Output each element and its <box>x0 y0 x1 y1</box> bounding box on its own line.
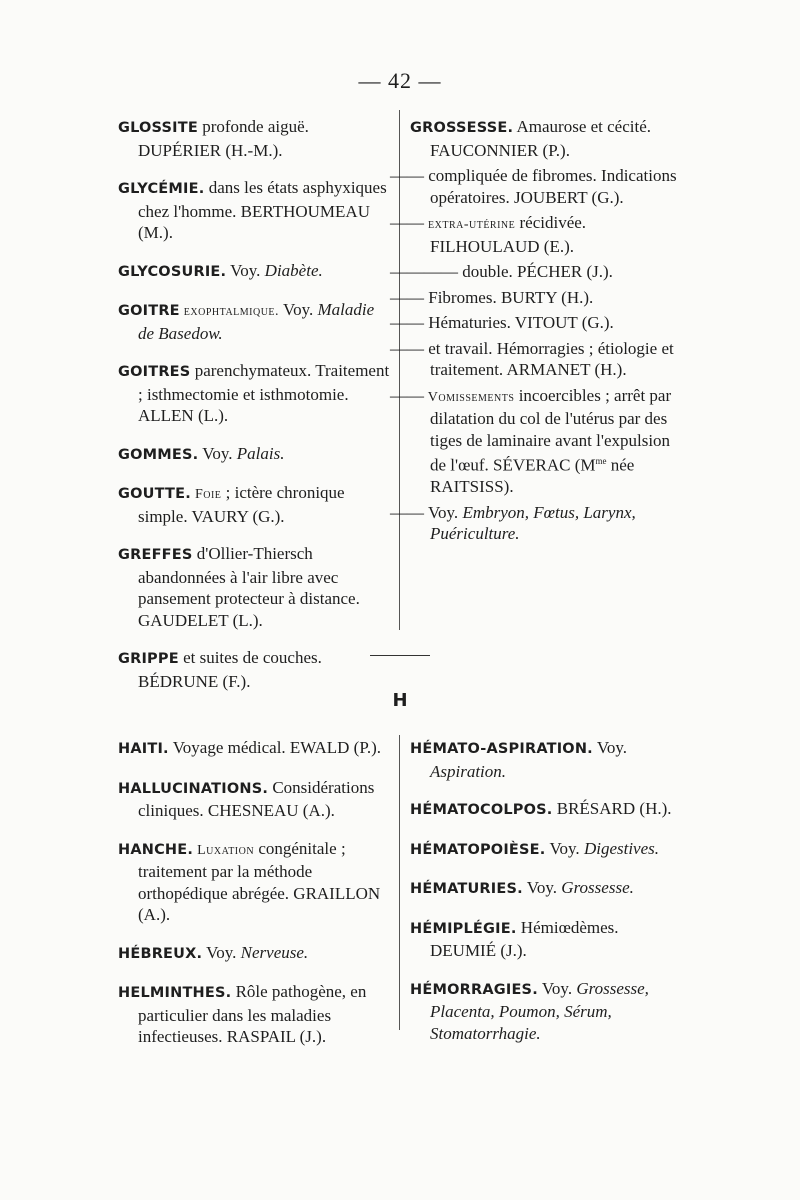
index-entry <box>118 777 390 822</box>
entry-text: Considérations cliniques. CHESNEAU (A.). <box>138 777 375 820</box>
entry-text: parenchymateux. Traitement ; isthmectomie et isthmotomie. ALLEN (L.). <box>138 361 390 425</box>
entry-dash: —— <box>390 502 424 522</box>
entry-text: Amaurose et cécité. FAUCONNIER (P.). <box>430 117 652 160</box>
index-entry <box>118 260 390 284</box>
section-rule <box>370 655 430 656</box>
index-entry <box>118 942 390 966</box>
entry-heading: GRIPPE <box>118 651 179 667</box>
entry-text: Voy. <box>522 878 562 897</box>
entry-text: Voy. <box>226 260 265 280</box>
entry-text: Hémiœdèmes. DEUMIÉ (J.). <box>430 917 619 960</box>
entry-dash: ———— <box>390 262 458 281</box>
entry-heading: GOITRE <box>118 303 180 319</box>
entry-crossref: Aspiration. <box>430 761 507 781</box>
entry-text: Voy. <box>198 443 237 463</box>
entry-crossref: Embryon, Fœtus, Larynx, Puériculture. <box>430 502 636 544</box>
entry-text: Rôle pathogène, en particulier dans les maladies infectieuses. RASPAIL (J.). <box>138 982 367 1046</box>
entry-subheading: Luxation <box>193 842 255 858</box>
entry-subheading: exophtalmique. <box>179 304 280 319</box>
entry-heading: GLYCÉMIE. <box>118 181 205 197</box>
index-entry <box>390 287 680 309</box>
entry-text: BRÉSARD (H.). <box>552 799 672 818</box>
entry-subheading: extra-utérine <box>424 217 516 232</box>
entry-text: et suites de couches. BÉDRUNE (F.). <box>138 648 322 691</box>
index-entry <box>390 165 680 208</box>
index-entry <box>118 116 390 161</box>
entry-dash: —— <box>390 338 424 358</box>
entry-heading: HÉBREUX. <box>118 945 203 962</box>
entry-crossref: Digestives. <box>583 838 660 858</box>
entry-text: double. PÉCHER (J.). <box>458 262 613 281</box>
right-bottom-column <box>410 737 682 1060</box>
entry-dash: —— <box>390 213 424 232</box>
entry-text: Voy. <box>537 978 577 998</box>
entry-heading: GOUTTE. <box>118 486 191 502</box>
entry-text: incoercibles ; arrêt par dilatation du col de l'utérus par des tiges de laminaire avant l'expulsion de l'œuf. SÉVERAC (M <box>430 385 672 475</box>
entry-dash: —— <box>390 385 424 405</box>
entry-heading: GOMMES. <box>118 446 199 463</box>
page-number: — 42 — <box>358 68 442 93</box>
entry-crossref: Grossesse. <box>561 878 634 897</box>
index-entry <box>390 385 680 498</box>
entry-text: Voy. <box>592 738 628 757</box>
entry-text: Voy. <box>545 838 584 858</box>
index-entry <box>118 981 390 1048</box>
column-divider <box>399 735 400 1030</box>
index-entry <box>390 338 680 381</box>
entry-heading: GREFFES <box>118 547 193 563</box>
index-entry <box>118 443 390 467</box>
index-entry <box>118 482 390 527</box>
entry-text: ; ictère chronique simple. VAURY (G.). <box>138 483 345 526</box>
index-entry <box>118 737 390 761</box>
entry-subheading: Foie <box>190 487 222 502</box>
index-entry <box>390 261 680 283</box>
right-top-column <box>390 116 680 561</box>
index-entry <box>390 502 680 545</box>
index-entry <box>410 116 680 161</box>
entry-text: d'Ollier-Thiersch abandonnées à l'air libre avec pansement protecteur à distance. GAUDELET (L.). <box>138 544 360 630</box>
index-entry <box>410 798 682 822</box>
entry-text: compliquée de fibromes. Indications opératoires. JOUBERT (G.). <box>424 166 677 207</box>
entry-text: née RAITSISS). <box>430 455 635 497</box>
entry-crossref: Grossesse, Placenta, Poumon, Sérum, Stomatorrhagie. <box>430 978 649 1043</box>
entry-text: Voy. <box>202 942 241 962</box>
index-entry <box>118 299 390 344</box>
index-entry <box>118 838 390 926</box>
index-entry <box>410 917 682 962</box>
entry-heading: HÉMATOPOIÈSE. <box>410 841 546 858</box>
entry-heading: HANCHE. <box>118 841 194 858</box>
entry-heading: HAITI. <box>118 741 169 757</box>
entry-text: Voy. <box>424 502 463 522</box>
entry-crossref: Nerveuse. <box>240 942 309 962</box>
index-entry <box>118 360 390 427</box>
entry-text: dans les états asphyxiques chez l'homme. BERTHOUMEAU (M.). <box>138 178 387 242</box>
entry-dash: —— <box>390 287 424 307</box>
entry-text: profonde aiguë. DUPÉRIER (H.-M.). <box>138 117 309 160</box>
entry-text: et travail. Hémorragies ; étiologie et traitement. ARMANET (H.). <box>424 338 674 379</box>
index-entry <box>390 212 680 257</box>
entry-dash: —— <box>390 313 424 332</box>
entry-heading: HÉMIPLÉGIE. <box>410 920 517 937</box>
entry-text: Voy. <box>279 300 318 319</box>
entry-text: Hématuries. VITOUT (G.). <box>424 313 614 332</box>
index-entry <box>410 737 682 782</box>
index-entry <box>390 312 680 334</box>
entry-crossref: Palais. <box>236 443 285 463</box>
entry-heading: GLOSSITE <box>118 120 198 136</box>
column-divider <box>399 110 400 630</box>
entry-heading: HÉMORRAGIES. <box>410 981 538 998</box>
entry-crossref: Maladie de Basedow. <box>138 300 375 343</box>
section-letter: H <box>392 690 408 711</box>
entry-heading: GLYCOSURIE. <box>118 263 227 280</box>
entry-superscript: me <box>595 456 607 466</box>
index-entry <box>410 978 682 1045</box>
index-entry <box>118 647 390 692</box>
entry-text: Fibromes. BURTY (H.). <box>424 287 594 307</box>
index-entry <box>410 838 682 862</box>
entry-heading: GOITRES <box>118 364 191 380</box>
entry-heading: HELMINTHES. <box>118 985 232 1001</box>
entry-heading: HÉMATURIES. <box>410 881 523 897</box>
left-top-column <box>118 116 390 708</box>
index-entry <box>118 543 390 631</box>
entry-heading: HÉMATO-ASPIRATION. <box>410 741 593 757</box>
entry-heading: HÉMATOCOLPOS. <box>410 802 553 818</box>
entry-dash: —— <box>390 166 424 185</box>
entry-heading: GROSSESSE. <box>410 120 514 136</box>
entry-heading: HALLUCINATIONS. <box>118 780 269 797</box>
entry-crossref: Diabète. <box>264 260 323 280</box>
entry-text: congénitale ; traitement par la méthode orthopédique abrégée. GRAILLON (A.). <box>138 838 381 924</box>
index-entry <box>118 177 390 244</box>
entry-text: récidivée. FILHOULAUD (E.). <box>430 213 587 256</box>
entry-subheading: Vomissements <box>424 389 515 405</box>
index-entry <box>410 877 682 901</box>
left-bottom-column <box>118 737 390 1064</box>
entry-text: Voyage médical. EWALD (P.). <box>168 738 382 757</box>
